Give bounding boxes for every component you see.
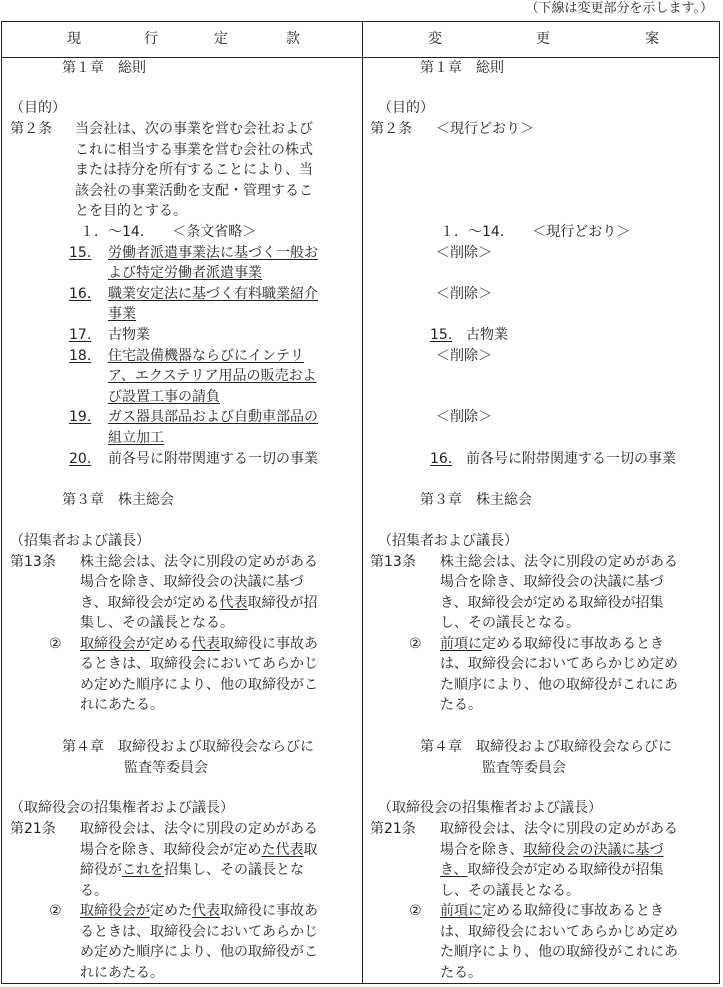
article-text: る。 xyxy=(80,883,108,899)
deleted-item: ＜削除＞ xyxy=(436,348,492,364)
article-text: き、取締役会が定める取締役が招集 xyxy=(440,595,664,611)
header-right-char: 更 xyxy=(536,31,550,47)
article-text: 取締役会は、法令に別段の定めがある xyxy=(440,821,678,837)
item-text: ガス器具部品および自動車部品の xyxy=(108,409,318,425)
item-text: 組立加工 xyxy=(108,430,164,446)
article-number: 第13条 xyxy=(10,554,56,570)
item-text: 事業 xyxy=(108,306,136,322)
item-text: び設置工事の請負 xyxy=(108,389,220,405)
header-left-char: 款 xyxy=(286,31,300,47)
item-text: 職業安定法に基づく有料職業紹介 xyxy=(108,286,318,302)
article-text: 株主総会は、法令に別段の定めがある xyxy=(80,554,318,570)
chapter-heading: 第３章 株主総会 xyxy=(62,492,174,508)
item-text: 古物業 xyxy=(108,327,150,343)
article-text: または持分を所有することにより、当 xyxy=(75,162,313,178)
article-text: 締役がこれを招集し、その議長とな xyxy=(80,862,304,878)
article-text: とを目的とする。 xyxy=(75,203,187,219)
article-text: れにあたる。 xyxy=(80,697,164,713)
article-text: たる。 xyxy=(440,697,482,713)
header-left-char: 定 xyxy=(214,31,228,47)
item-text: 前各号に附帯関連する一切の事業 xyxy=(466,451,676,467)
article-text: た順序により、他の取締役がこれにあ xyxy=(440,677,678,693)
deleted-item: ＜削除＞ xyxy=(436,245,492,261)
article-text: 当会社は、次の事業を営む会社および xyxy=(75,121,313,137)
article-text: 場合を除き、取締役会の決議に基づ xyxy=(80,574,304,590)
list-item: １．～14. ＜条文省略＞ xyxy=(80,224,257,240)
article-text: 集し、その議長となる。 xyxy=(80,615,234,631)
article-text: これに相当する事業を営む会社の株式 xyxy=(75,142,313,158)
article-number: 第21条 xyxy=(370,821,416,837)
article-text: 株主総会は、法令に別段の定めがある xyxy=(440,554,678,570)
article-text: 前項に定める取締役に事故あるとき xyxy=(440,636,664,652)
article-text: 取締役会は、法令に別段の定めがある xyxy=(80,821,318,837)
article-number: 第21条 xyxy=(10,821,56,837)
item-number: 20. xyxy=(69,451,92,467)
chapter-heading: 第４章 取締役および取締役会ならびに xyxy=(420,739,672,755)
article-caption: （取締役会の招集権者および議長） xyxy=(10,800,234,816)
comparison-table xyxy=(1,21,720,984)
paragraph-marker: ② xyxy=(409,636,422,652)
article-caption: （招集者および議長） xyxy=(378,533,518,549)
article-text: 前項に定める取締役に事故あるとき xyxy=(440,903,664,919)
item-text: 古物業 xyxy=(466,327,508,343)
article-text: た順序により、他の取締役がこれにあ xyxy=(440,944,678,960)
item-text: 住宅設備機器ならびにインテリ xyxy=(108,348,304,364)
paragraph-marker: ② xyxy=(49,903,62,919)
article-text: るときは、取締役会においてあらかじ xyxy=(80,924,318,940)
chapter-heading: 第４章 取締役および取締役会ならびに xyxy=(62,739,314,755)
item-number: 17. xyxy=(69,327,92,343)
article-caption: （目的） xyxy=(378,100,434,116)
article-text: 場合を除き、取締役会が定めた代表取 xyxy=(80,842,318,858)
column-divider xyxy=(362,22,363,983)
article-text: るときは、取締役会においてあらかじ xyxy=(80,656,318,672)
article-text: れにあたる。 xyxy=(80,965,164,981)
article-text: き、取締役会が定める取締役が招集 xyxy=(440,862,664,878)
article-text: き、取締役会が定める代表取締役が招 xyxy=(80,595,318,611)
chapter-heading: 第１章 総則 xyxy=(62,60,146,76)
article-number: 第２条 xyxy=(370,121,412,137)
header-left-char: 行 xyxy=(144,31,158,47)
chapter-heading: 第３章 株主総会 xyxy=(420,492,532,508)
article-caption: （取締役会の招集権者および議長） xyxy=(378,800,602,816)
article-text: 取締役会が定めた代表取締役に事故あ xyxy=(80,903,318,919)
article-text: 取締役会が定める代表取締役に事故あ xyxy=(80,636,318,652)
item-text: 労働者派遣事業法に基づく一般お xyxy=(108,245,318,261)
item-text: ア、エクステリア用品の販売およ xyxy=(108,368,317,384)
header-left-char: 現 xyxy=(67,31,81,47)
chapter-heading: 監査等委員会 xyxy=(124,760,208,776)
legend-note: （下線は変更部分を示します。） xyxy=(525,1,713,16)
paragraph-marker: ② xyxy=(49,636,62,652)
article-text: ＜現行どおり＞ xyxy=(436,121,534,137)
article-number: 第13条 xyxy=(370,554,416,570)
header-right-char: 変 xyxy=(428,31,442,47)
item-number: 15. xyxy=(69,245,92,261)
list-item: １．～14. ＜現行どおり＞ xyxy=(440,224,631,240)
article-text: め定めた順序により、他の取締役がこ xyxy=(80,677,318,693)
article-text: たる。 xyxy=(440,965,482,981)
chapter-heading: 第１章 総則 xyxy=(420,60,504,76)
article-number: 第２条 xyxy=(10,121,52,137)
deleted-item: ＜削除＞ xyxy=(436,286,492,302)
deleted-item: ＜削除＞ xyxy=(436,409,492,425)
item-text: よび特定労働者派遣事業 xyxy=(108,265,262,281)
article-text: は、取締役会においてあらかじめ定め xyxy=(440,656,678,672)
article-text: 該会社の事業活動を支配・管理するこ xyxy=(75,183,313,199)
item-number: 19. xyxy=(69,409,92,425)
item-number: 18. xyxy=(69,348,92,364)
article-caption: （目的） xyxy=(10,100,66,116)
paragraph-marker: ② xyxy=(409,903,422,919)
item-text: 前各号に附帯関連する一切の事業 xyxy=(108,451,318,467)
header-right-char: 案 xyxy=(645,31,659,47)
article-text: は、取締役会においてあらかじめ定め xyxy=(440,924,678,940)
article-text: し、その議長となる。 xyxy=(440,615,580,631)
item-number: 15. xyxy=(430,327,453,343)
item-number: 16. xyxy=(69,286,92,302)
chapter-heading: 監査等委員会 xyxy=(482,760,566,776)
article-text: め定めた順序により、他の取締役がこ xyxy=(80,944,318,960)
item-number: 16. xyxy=(430,451,453,467)
article-text: し、その議長となる。 xyxy=(440,883,580,899)
article-text: 場合を除き、取締役会の決議に基づ xyxy=(440,842,664,858)
article-caption: （招集者および議長） xyxy=(10,533,150,549)
article-text: 場合を除き、取締役会の決議に基づ xyxy=(440,574,664,590)
